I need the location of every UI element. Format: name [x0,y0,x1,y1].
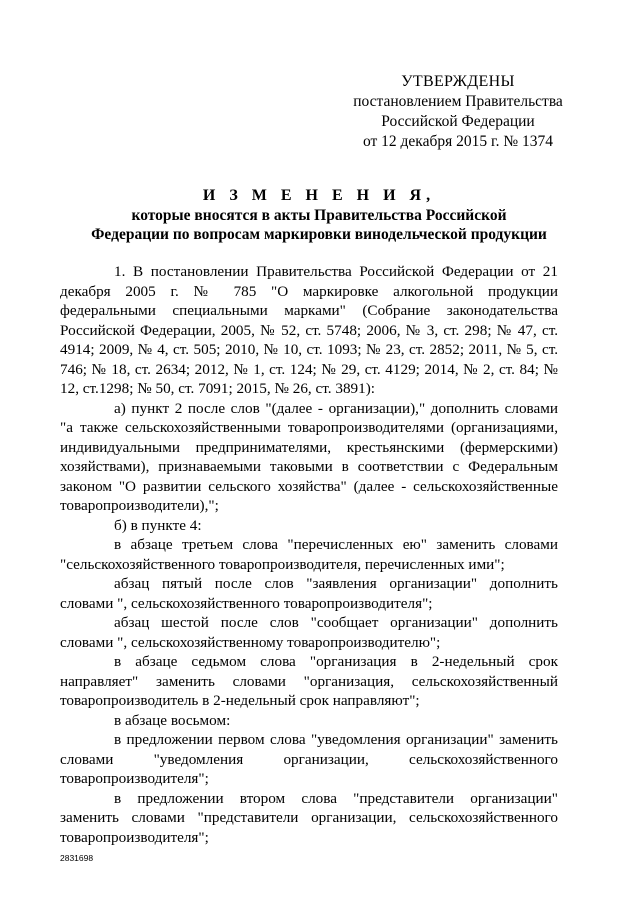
paragraph-7: в абзаце седьмом слова "организация в 2-недельный срок направляет" заменить словами "организация, сельскохозяйственный товаропроизводитель в 2-недельный срок направляют"; [60,653,558,709]
paragraph-6: абзац шестой после слов "сообщает организации" дополнить словами ", сельскохозяйственному товаропроизводителю"; [60,614,558,651]
title-line-2: Федерации по вопросам маркировки винодельческой продукции [91,226,547,243]
paragraph-10: в предложении втором слова "представители организации" заменить словами "представители организации, сельскохозяйственного товаропроизводителя"; [60,789,558,846]
paragraph-2: а) пункт 2 после слов "(далее - организации)," дополнить словами "а также сельскохозяйственными товаропроизводителями (организациями, индивидуальными предпринимателями, крестьянскими (фермерскими) хозяйствами), признаваемыми таковыми в соответствии с Федеральным законом "О развитии сельского хозяйства" (далее - сельскохозяйственные товаропроизводители),"; [60,399,558,514]
title-main: И З М Е Н Е Н И Я, [202,187,436,204]
paragraph-9: в предложении первом слова "уведомления организации" заменить словами "уведомления организации, сельскохозяйственного товаропроизводителя"; [60,731,558,787]
approval-line-1: постановлением Правительства [353,93,563,110]
paragraph-1: 1. В постановлении Правительства Российской Федерации от 21 декабря 2005 г. № 785 "О маркировке алкогольной продукции федеральными специальными марками" (Собрание законодательства Российской Федерации, 2005, № 52, ст. 5748; 2006, № 3, ст. 298; № 47, ст. 4914; 2009, № 4, ст. 505; 2010, № 10, ст. 1093; № 23, ст. 2852; 2011, № 5, ст. 746; № 18, ст. 2634; 2012, № 1, ст. 124; № 29, ст. 4129; 2014, № 2, ст. 84; № 12, ст.1298; № 50, ст. 7091; 2015, № 26, ст. 3891): [60,263,558,397]
approval-block [340,72,576,152]
approval-line-2: Российской Федерации [381,113,535,130]
paragraph-4: в абзаце третьем слова "перечисленных ею" заменить словами "сельскохозяйственного товаропроизводителя, перечисленных ими"; [60,536,558,573]
title-line-1: которые вносятся в акты Правительства Российской [131,206,507,224]
paragraph-8: в абзаце восьмом: [114,711,231,729]
paragraph-5: абзац пятый после слов "заявления организации" дополнить словами ", сельскохозяйственного товаропроизводителя"; [60,575,558,612]
document-body [60,262,558,847]
document-code: 2831698 [60,853,94,863]
approval-heading: УТВЕРЖДЕНЫ [401,73,515,90]
paragraph-3: б) в пункте 4: [114,516,202,534]
document-title [60,186,578,245]
approval-line-3: от 12 декабря 2015 г. № 1374 [362,133,554,150]
